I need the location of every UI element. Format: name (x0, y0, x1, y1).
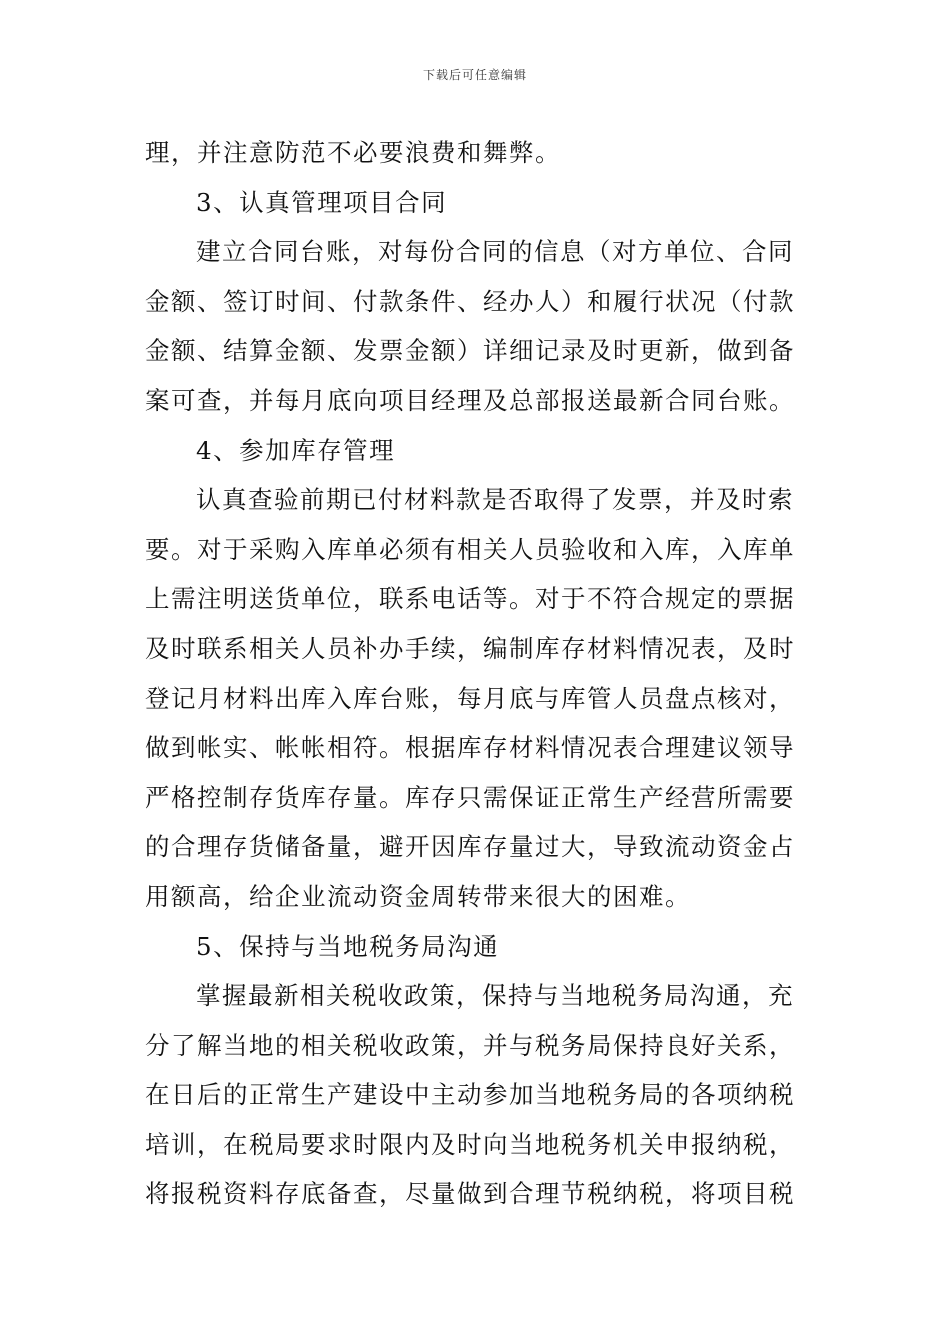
page-header: 下载后可任意编辑 (422, 68, 527, 82)
text-line: 登记月材料出库入库台账，每月底与库管人员盘点核对， (145, 683, 795, 713)
text-line: 案可查，并每月底向项目经理及总部报送最新合同台账。 (145, 385, 795, 415)
text-line: 及时联系相关人员补办手续，编制库存材料情况表，及时 (145, 633, 795, 663)
text-line: 5、保持与当地税务局沟通 (196, 931, 500, 961)
text-line: 认真查验前期已付材料款是否取得了发票，并及时索 (196, 485, 794, 515)
text-line: 3、认真管理项目合同 (196, 187, 448, 217)
text-line: 上需注明送货单位，联系电话等。对于不符合规定的票据 (145, 584, 795, 614)
text-line: 用额高，给企业流动资金周转带来很大的困难。 (145, 881, 691, 911)
text-line: 金额、结算金额、发票金额）详细记录及时更新，做到备 (145, 336, 795, 366)
text-line: 培训，在税局要求时限内及时向当地税务机关申报纳税， (145, 1129, 795, 1159)
text-line: 做到帐实、帐帐相符。根据库存材料情况表合理建议领导 (145, 733, 795, 763)
text-line: 严格控制存货库存量。库存只需保证正常生产经营所需要 (145, 782, 795, 812)
text-line: 掌握最新相关税收政策，保持与当地税务局沟通，充 (196, 981, 794, 1011)
text-line: 要。对于采购入库单必须有相关人员验收和入库，入库单 (145, 534, 795, 564)
text-line: 分了解当地的相关税收政策，并与税务局保持良好关系， (145, 1030, 795, 1060)
text-line: 理，并注意防范不必要浪费和舞弊。 (145, 138, 561, 167)
text-line: 4、参加库存管理 (196, 435, 396, 465)
text-line: 建立合同台账，对每份合同的信息（对方单位、合同 (196, 237, 794, 267)
text-line: 的合理存货储备量，避开因库存量过大，导致流动资金占 (145, 832, 795, 862)
text-line: 金额、签订时间、付款条件、经办人）和履行状况（付款 (145, 286, 795, 316)
text-line: 将报税资料存底备查，尽量做到合理节税纳税，将项目税 (145, 1179, 795, 1209)
document-body (145, 128, 807, 1219)
text-line: 在日后的正常生产建设中主动参加当地税务局的各项纳税 (145, 1080, 795, 1110)
